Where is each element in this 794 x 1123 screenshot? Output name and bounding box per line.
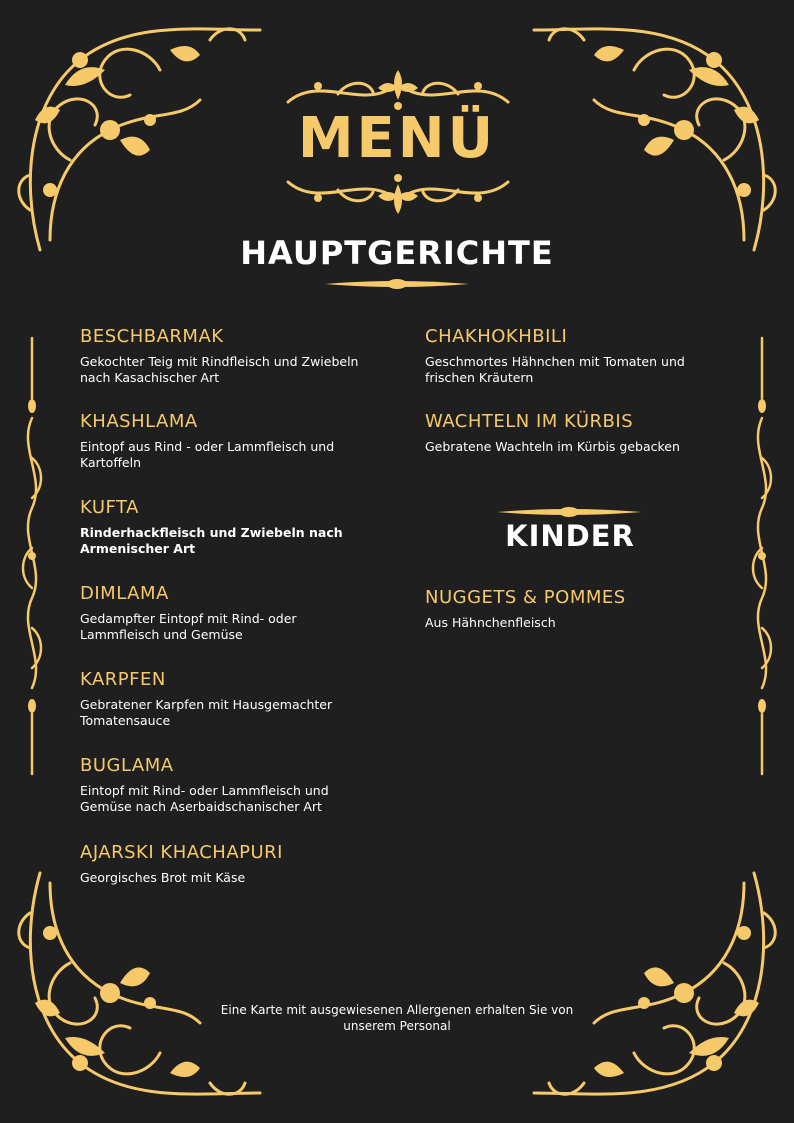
menu-item-description: Aus Hähnchenfleisch — [425, 615, 556, 630]
menu-item-name: CHAKHOKHBILI — [425, 326, 568, 347]
menu-item-description: Gedampfter Eintopf mit Rind- oder Lammfleisch und Gemüse — [80, 611, 297, 642]
menu-item — [80, 842, 365, 886]
vertical-ornament-icon — [748, 338, 776, 774]
menu-item — [80, 755, 365, 815]
menu-item-name: KHASHLAMA — [80, 411, 198, 432]
menu-item-name: WACHTELN IM KÜRBIS — [425, 411, 634, 432]
flourish-divider-icon — [278, 172, 518, 218]
menu-item — [425, 411, 710, 455]
menu-item — [425, 326, 710, 386]
menu-item-description: Gebratene Wachteln im Kürbis gebacken — [425, 439, 680, 454]
corner-ornament-icon — [524, 853, 784, 1113]
vertical-ornament-icon — [18, 338, 46, 774]
menu-item-description: Gebratener Karpfen mit Hausgemachter Tomatensauce — [80, 697, 333, 728]
kids-menu-item — [425, 587, 710, 631]
menu-item-name: NUGGETS & POMMES — [425, 587, 626, 608]
corner-ornament-icon — [10, 853, 270, 1113]
section-title-kids: KINDER — [505, 519, 635, 553]
menu-item-name: AJARSKI KHACHAPURI — [80, 842, 283, 863]
flourish-divider-icon — [325, 278, 469, 290]
menu-item — [80, 669, 365, 729]
menu-item — [80, 326, 365, 386]
menu-item-description: Geschmortes Hähnchen mit Tomaten und frischen Kräutern — [425, 354, 685, 385]
menu-item-description: Rinderhackfleisch und Zwiebeln nach Armenischer Art — [80, 525, 343, 556]
menu-item-name: BESCHBARMAK — [80, 326, 224, 347]
menu-item — [80, 497, 365, 557]
menu-item-name: BUGLAMA — [80, 755, 174, 776]
menu-item — [80, 583, 365, 643]
menu-title: MENÜ — [297, 106, 497, 171]
menu-item-name: DIMLAMA — [80, 583, 169, 604]
section-title-main-dishes: HAUPTGERICHTE — [240, 234, 554, 272]
menu-item-name: KARPFEN — [80, 669, 166, 690]
menu-item-name: KUFTA — [80, 497, 139, 518]
menu-item-description: Eintopf mit Rind- oder Lammfleisch und Gemüse nach Aserbaidschanischer Art — [80, 783, 329, 814]
menu-item — [80, 411, 365, 471]
menu-item-description: Gekochter Teig mit Rindfleisch und Zwiebeln nach Kasachischer Art — [80, 354, 359, 385]
allergen-note: Eine Karte mit ausgewiesenen Allergenen erhalten Sie von unserem Personal — [220, 1003, 574, 1033]
menu-item-description: Georgisches Brot mit Käse — [80, 870, 246, 885]
menu-item-description: Eintopf aus Rind - oder Lammfleisch und Kartoffeln — [80, 439, 335, 470]
